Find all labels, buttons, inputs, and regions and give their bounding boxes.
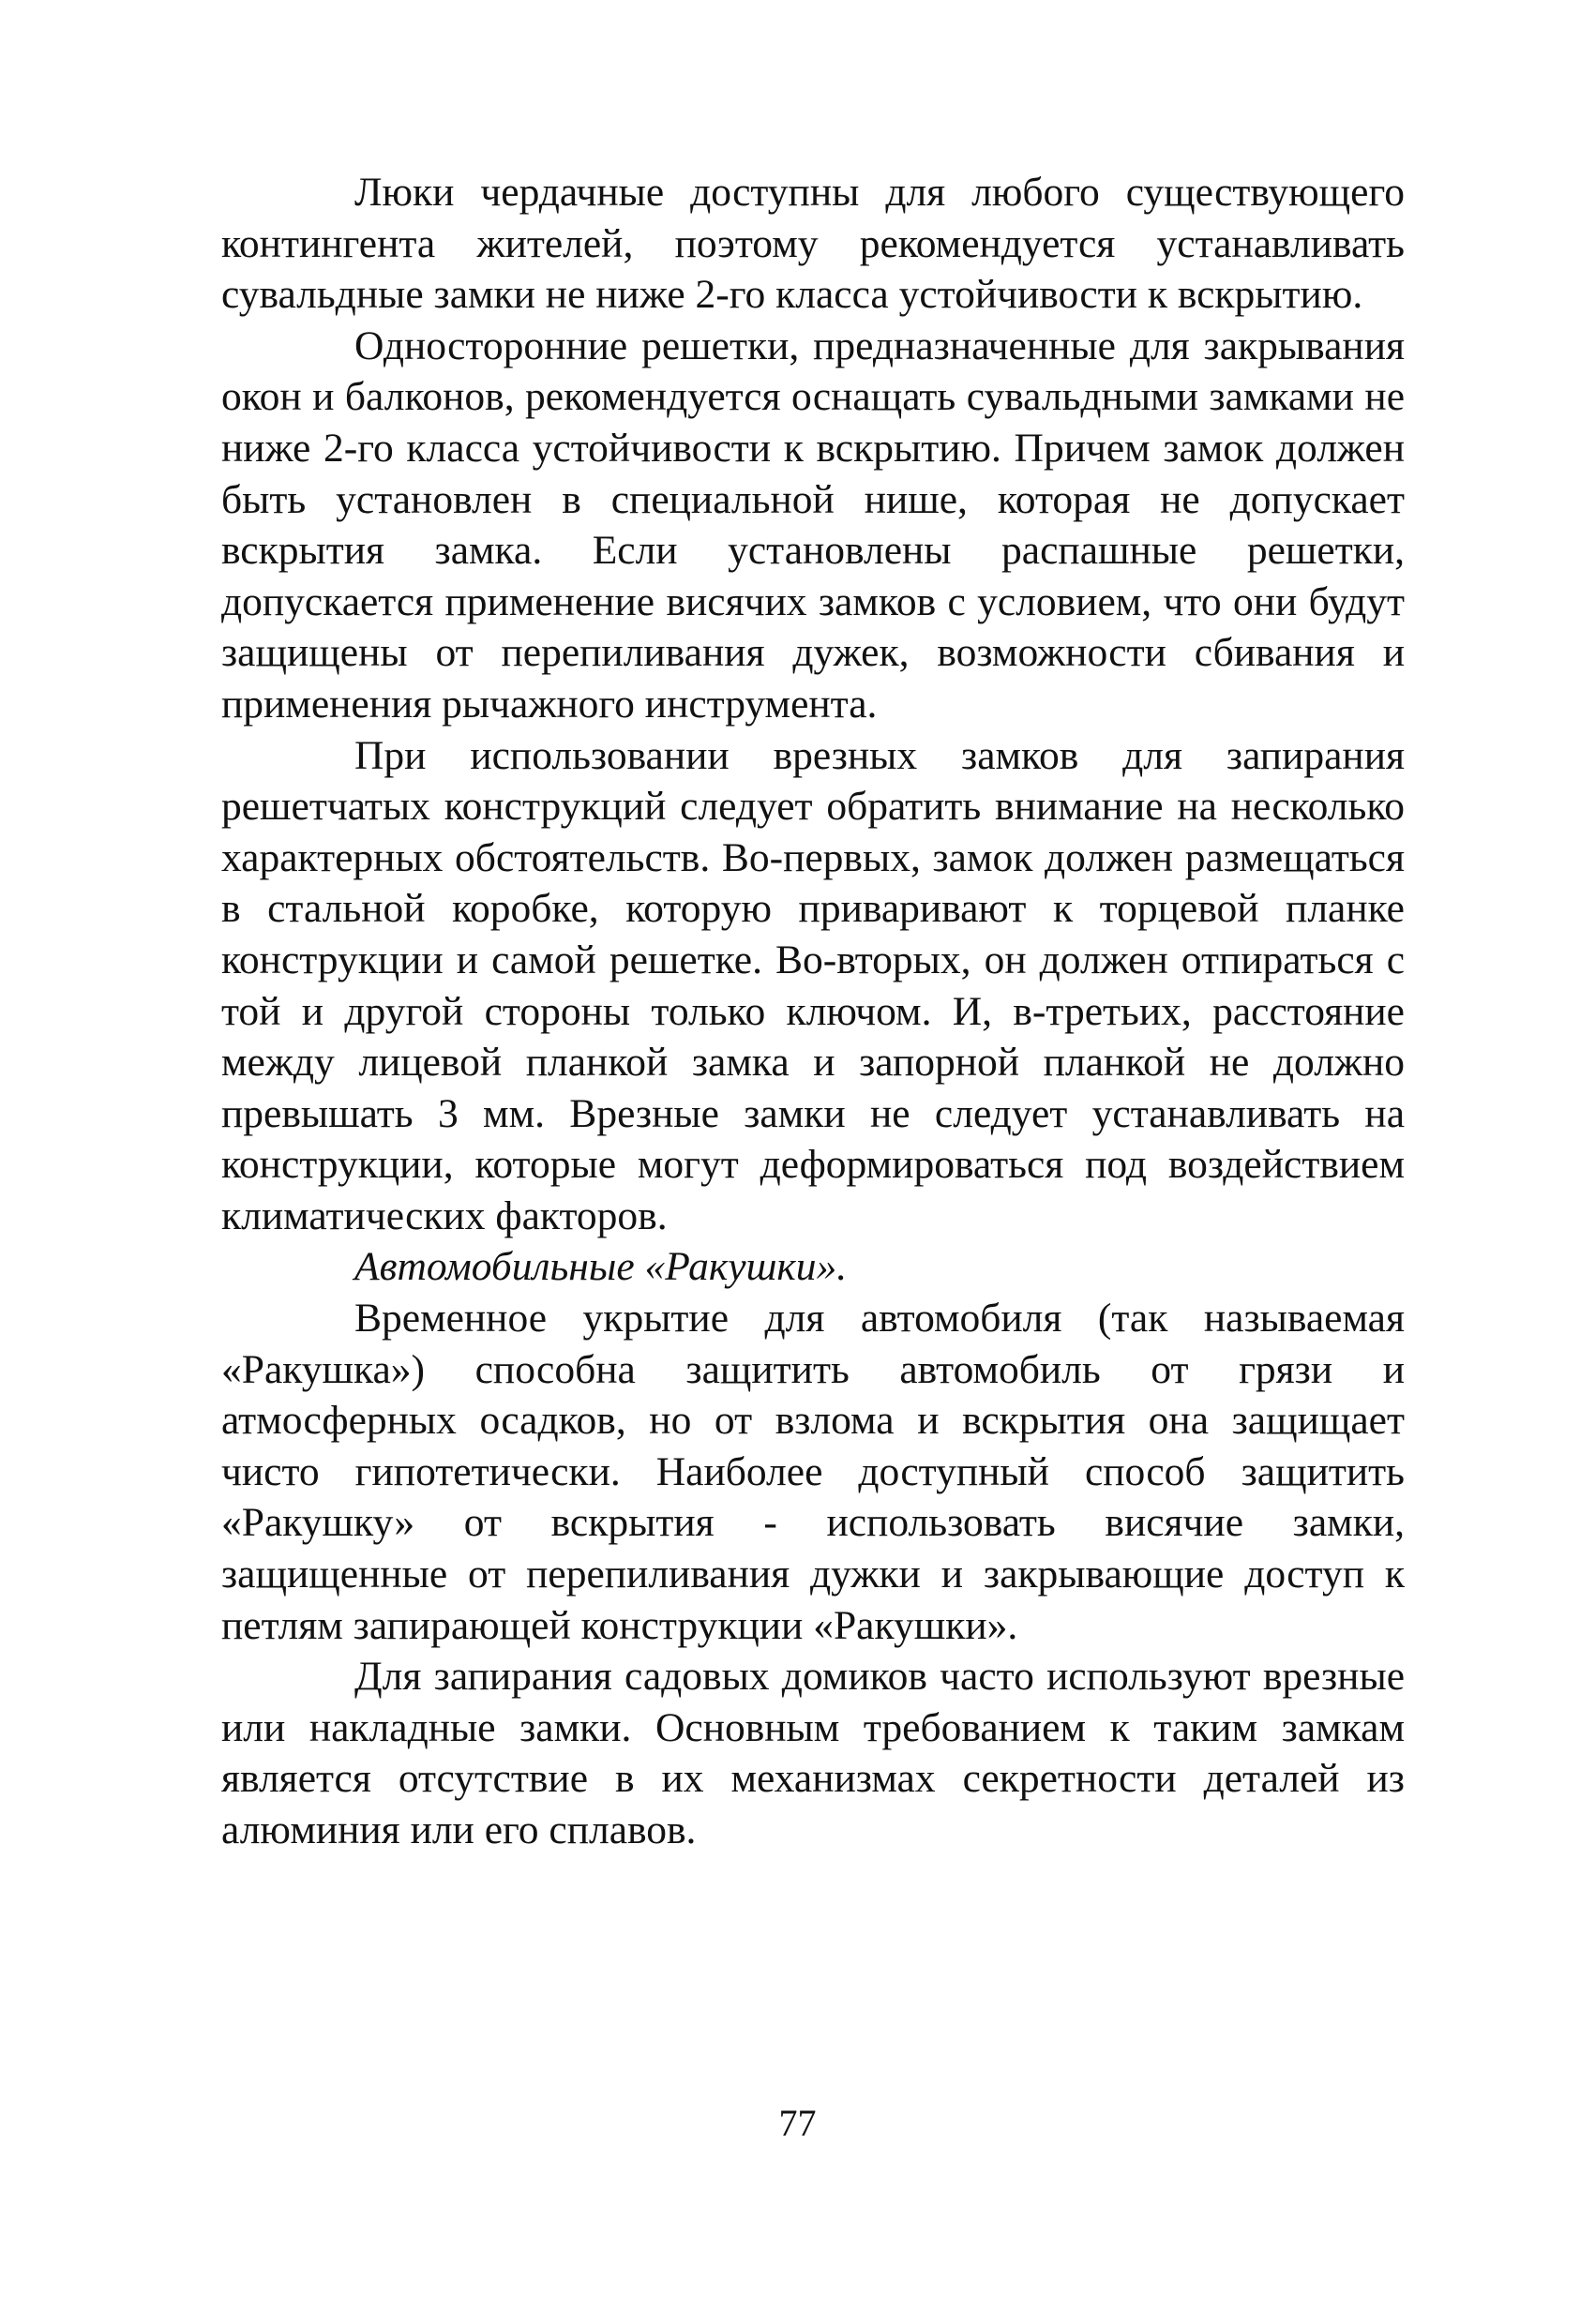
page-body — [221, 167, 1405, 1856]
page-number: 77 — [778, 2102, 817, 2144]
paragraph-one-sided-grilles: Односторонние решетки, предназначенные для закрывания окон и балконов, рекомендуется оснащать сувальдными замками не ниже 2-го класса устойчивости к вскрытию. Причем замок должен быть установлен в специальной нише, которая не допускает вскрытия замка. Если установлены распашные решетки, допускается применение висячих замков с условием, что они будут защищены от перепиливания дужек, возможности сбивания и применения рычажного инструмента. — [221, 322, 1405, 727]
paragraph-attic-hatches: Люки чердачные доступны для любого существующего контингента жителей, поэтому рекомендуется устанавливать сувальдные замки не ниже 2-го класса устойчивости к вскрытию. — [221, 170, 1405, 318]
paragraph-garden-houses: Для запирания садовых домиков часто используют врезные или накладные замки. Основным требованием к таким замкам является отсутствие в их механизмах секретности деталей из алюминия или его сплавов. — [221, 1654, 1405, 1852]
paragraph-car-shell-protection: Временное укрытие для автомобиля (так называемая «Ракушка») способна защитить автомобиль от грязи и атмосферных осадков, но от взлома и вскрытия она защищает чисто гипотетически. Наиболее доступный способ защитить «Ракушку» от вскрытия - использовать висячие замки, защищенные от перепиливания дужки и закрывающие доступ к петлям запирающей конструкции «Ракушки». — [221, 1296, 1405, 1648]
paragraph-mortise-locks: При использовании врезных замков для запирания решетчатых конструкций следует обратить внимание на несколько характерных обстоятельств. Во-первых, замок должен размещаться в стальной коробке, которую приваривают к торцевой планке конструкции и самой решетке. Во-вторых, он должен отпираться с той и другой стороны только ключом. И, в-третьих, расстояние между лицевой планкой замка и запорной планкой не должно превышать 3 мм. Врезные замки не следует устанавливать на конструкции, которые могут деформироваться под воздействием климатических факторов. — [221, 732, 1405, 1238]
section-heading-car-shells: Автомобильные «Ракушки». — [354, 1244, 848, 1290]
